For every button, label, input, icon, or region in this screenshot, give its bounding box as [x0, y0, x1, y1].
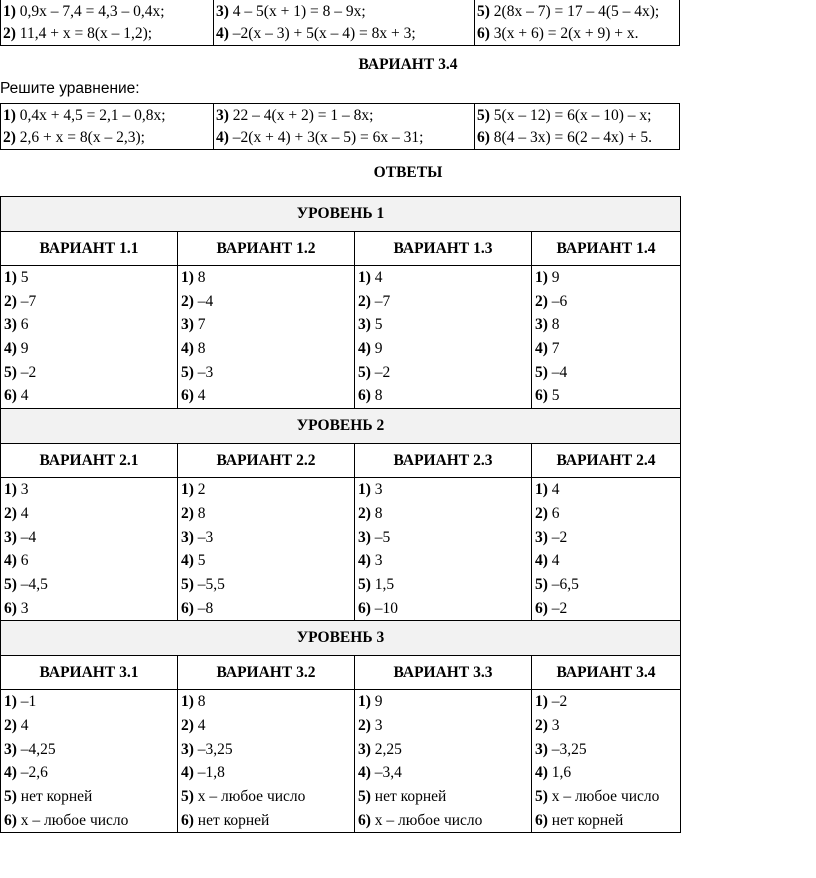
answer-item [535, 738, 677, 762]
answer-value: –3,4 [374, 764, 402, 782]
answer-number: 5) [535, 575, 548, 593]
answer-value: –8 [197, 599, 214, 617]
answer-number: 5) [358, 575, 371, 593]
answer-number: 5) [181, 788, 194, 805]
answer-value: 8 [374, 504, 383, 522]
answer-value: 7 [197, 316, 206, 334]
answer-item [358, 809, 528, 833]
answer-value: –2 [20, 363, 37, 381]
answer-item [535, 785, 677, 809]
level-header: УРОВЕНЬ 1 [1, 197, 681, 232]
variant-header: ВАРИАНТ 3.2 [178, 656, 355, 690]
variant-header: ВАРИАНТ 2.2 [178, 444, 355, 478]
answer-value: 7 [551, 340, 560, 358]
answer-number: 2) [358, 716, 371, 734]
previous-variant-equations [0, 0, 680, 46]
answer-number: 5) [181, 363, 194, 381]
answer-item [535, 290, 677, 314]
answer-value: нет корней [197, 811, 270, 829]
answer-value: 3 [20, 481, 29, 499]
answer-value: 3 [20, 599, 29, 617]
answer-value: 1,6 [551, 764, 572, 782]
answer-number: 2) [4, 716, 17, 734]
answer-item [358, 761, 528, 785]
answer-item [4, 597, 174, 621]
answer-item [4, 337, 174, 361]
answer-number: 6) [535, 811, 548, 829]
answer-number: 4) [535, 764, 548, 782]
answer-list [532, 478, 681, 621]
answer-item [358, 785, 528, 809]
answer-number: 4) [4, 552, 17, 570]
answer-list [355, 266, 532, 409]
answer-list [355, 690, 532, 833]
answer-number: 5) [4, 575, 17, 593]
answer-value: 5 [20, 269, 29, 286]
answer-item [535, 761, 677, 785]
instruction-text: Решите уравнение: [0, 80, 140, 97]
answer-item [181, 502, 351, 526]
answer-item [358, 502, 528, 526]
answer-value: 2,25 [374, 740, 402, 758]
answer-value: 5 [551, 387, 560, 405]
answer-number: 1) [181, 693, 194, 711]
equation-item: 2) 11,4 + x = 8(x – 1,2); [3, 25, 153, 42]
answer-number: 4) [181, 764, 194, 782]
answer-number: 1) [181, 481, 194, 499]
answer-value: –4 [197, 292, 214, 310]
answer-item [181, 690, 351, 714]
variant-header: ВАРИАНТ 1.3 [355, 232, 532, 266]
answer-item [4, 361, 174, 385]
answer-item [181, 266, 351, 290]
answer-item [358, 549, 528, 573]
equation-item: 5) 2(8x – 7) = 17 – 4(5 – 4x); [477, 3, 660, 20]
answer-value: 9 [374, 340, 383, 358]
answer-value: x – любое число [20, 811, 129, 829]
answer-number: 5) [535, 363, 548, 381]
answer-value: –2 [551, 693, 568, 711]
answer-number: 4) [358, 764, 371, 782]
answer-number: 1) [4, 269, 17, 286]
answer-value: –4,25 [20, 740, 56, 758]
answer-value: x – любое число [197, 788, 306, 805]
answer-item [358, 573, 528, 597]
answer-item [358, 290, 528, 314]
answer-value: 4 [20, 504, 29, 522]
variant-header: ВАРИАНТ 1.4 [532, 232, 681, 266]
answer-value: –6 [551, 292, 568, 310]
answer-number: 6) [4, 599, 17, 617]
answer-number: 2) [535, 292, 548, 310]
answer-value: 4 [551, 552, 560, 570]
equation-item: 3) 4 – 5(x + 1) = 8 – 9x; [216, 3, 366, 20]
answer-item [4, 714, 174, 738]
answer-value: 9 [374, 693, 383, 711]
variant-title: ВАРИАНТ 3.4 [358, 56, 458, 73]
answer-value: –3 [197, 363, 214, 381]
answer-item [181, 597, 351, 621]
answer-value: –3 [197, 528, 214, 546]
answer-value: нет корней [551, 811, 624, 829]
answer-number: 5) [358, 363, 371, 381]
answer-value: –2,6 [20, 764, 48, 782]
answer-number: 2) [358, 292, 371, 310]
answer-number: 6) [358, 599, 371, 617]
answer-item [535, 478, 677, 502]
answer-value: –4 [551, 363, 568, 381]
answer-number: 5) [4, 788, 17, 805]
answer-number: 6) [535, 599, 548, 617]
answer-value: 6 [551, 504, 560, 522]
answer-value: –7 [20, 292, 37, 310]
answer-number: 2) [181, 716, 194, 734]
answer-value: 5 [374, 316, 383, 334]
answer-number: 1) [358, 269, 371, 286]
answer-number: 3) [4, 528, 17, 546]
answer-number: 3) [535, 740, 548, 758]
answer-value: 8 [197, 693, 206, 711]
answer-value: 2 [197, 481, 206, 499]
answer-item [358, 361, 528, 385]
answer-number: 1) [535, 481, 548, 499]
answer-value: –4 [20, 528, 37, 546]
answer-list [1, 690, 178, 833]
answer-item [358, 478, 528, 502]
equation-item: 3) 22 – 4(x + 2) = 1 – 8x; [216, 107, 374, 124]
answer-value: –3,25 [551, 740, 587, 758]
equation-item: 6) 8(4 – 3x) = 6(2 – 4x) + 5. [477, 129, 653, 146]
answer-number: 3) [358, 528, 371, 546]
equation-item: 2) 2,6 + x = 8(x – 2,3); [3, 129, 145, 146]
answer-number: 2) [535, 716, 548, 734]
answer-value: –4,5 [20, 575, 48, 593]
answer-value: –10 [374, 599, 399, 617]
answer-list [178, 478, 355, 621]
equation-item: 1) 0,9x – 7,4 = 4,3 – 0,4x; [3, 3, 165, 20]
answer-value: 8 [197, 504, 206, 522]
answer-number: 4) [4, 340, 17, 358]
variant-header: ВАРИАНТ 1.2 [178, 232, 355, 266]
answer-item [535, 361, 677, 385]
answer-number: 2) [4, 292, 17, 310]
equation-item: 4) –2(x + 4) + 3(x – 5) = 6x – 31; [216, 129, 424, 146]
answer-item [4, 785, 174, 809]
answer-number: 2) [181, 504, 194, 522]
answer-item [4, 502, 174, 526]
answer-number: 3) [4, 316, 17, 334]
answer-list [532, 690, 681, 833]
answer-item [4, 761, 174, 785]
answer-list [355, 478, 532, 621]
answer-item [358, 526, 528, 550]
answer-value: нет корней [374, 788, 447, 805]
variant-header: ВАРИАНТ 2.1 [1, 444, 178, 478]
answer-item [535, 313, 677, 337]
equation-column-2 [214, 104, 475, 150]
answer-value: 4 [20, 387, 29, 405]
answer-value: 1,5 [374, 575, 395, 593]
answer-item [4, 478, 174, 502]
answer-value: 3 [374, 716, 383, 734]
answer-item [4, 290, 174, 314]
answer-value: 8 [197, 340, 206, 358]
equation-item: 5) 5(x – 12) = 6(x – 10) – x; [477, 107, 652, 124]
answer-item [358, 690, 528, 714]
answer-number: 6) [181, 387, 194, 405]
answer-list [178, 266, 355, 409]
answer-value: 8 [551, 316, 560, 334]
answer-value: 9 [551, 269, 560, 286]
answer-value: –7 [374, 292, 391, 310]
answer-number: 5) [358, 788, 371, 805]
answer-value: –3,25 [197, 740, 233, 758]
answer-number: 2) [4, 504, 17, 522]
answer-item [4, 573, 174, 597]
answer-number: 1) [358, 481, 371, 499]
answer-value: 6 [20, 552, 29, 570]
answer-number: 1) [535, 269, 548, 286]
variant-header: ВАРИАНТ 2.3 [355, 444, 532, 478]
answer-item [4, 738, 174, 762]
answer-number: 2) [535, 504, 548, 522]
level-header: УРОВЕНЬ 3 [1, 621, 681, 656]
answer-number: 3) [181, 316, 194, 334]
answer-value: –2 [374, 363, 391, 381]
answer-list [1, 478, 178, 621]
answer-item [535, 573, 677, 597]
answer-list [532, 266, 681, 409]
variant-header: ВАРИАНТ 3.4 [532, 656, 681, 690]
answer-value: 9 [20, 340, 29, 358]
answer-number: 2) [181, 292, 194, 310]
answer-number: 6) [4, 387, 17, 405]
answer-number: 4) [535, 552, 548, 570]
answers-table [0, 196, 681, 833]
answer-item [4, 384, 174, 408]
answer-number: 4) [181, 552, 194, 570]
answer-item [358, 597, 528, 621]
answer-value: 4 [197, 716, 206, 734]
answer-item [535, 266, 677, 290]
answer-item [535, 526, 677, 550]
answer-number: 4) [181, 340, 194, 358]
answer-item [358, 384, 528, 408]
variant-header: ВАРИАНТ 3.3 [355, 656, 532, 690]
answer-item [181, 573, 351, 597]
answer-item [181, 478, 351, 502]
answer-item [358, 313, 528, 337]
answer-number: 3) [358, 316, 371, 334]
answer-item [181, 290, 351, 314]
answer-value: –5 [374, 528, 391, 546]
answer-number: 6) [535, 387, 548, 405]
answer-item [181, 361, 351, 385]
answer-value: –2 [551, 599, 568, 617]
equation-column-1 [1, 0, 214, 46]
equation-item: 1) 0,4x + 4,5 = 2,1 – 0,8x; [3, 107, 166, 124]
answer-item [181, 313, 351, 337]
answer-item [535, 502, 677, 526]
answer-item [358, 714, 528, 738]
answer-value: 4 [197, 387, 206, 405]
answer-number: 6) [358, 811, 371, 829]
answer-number: 3) [181, 528, 194, 546]
answer-value: 8 [197, 269, 206, 286]
answer-item [4, 266, 174, 290]
variant-equations [0, 103, 680, 150]
answer-number: 3) [4, 740, 17, 758]
answer-value: 3 [551, 716, 560, 734]
answer-item [358, 738, 528, 762]
answer-item [535, 549, 677, 573]
answer-item [4, 690, 174, 714]
answer-number: 1) [358, 693, 371, 711]
answer-number: 5) [535, 788, 548, 805]
answer-value: 4 [20, 716, 29, 734]
equation-item: 6) 3(x + 6) = 2(x + 9) + x. [477, 25, 639, 42]
answer-number: 6) [358, 387, 371, 405]
equation-column-2 [214, 0, 475, 46]
answer-item [535, 597, 677, 621]
answer-value: x – любое число [374, 811, 483, 829]
answer-value: –6,5 [551, 575, 579, 593]
equation-column-1 [1, 104, 214, 150]
answers-title: ОТВЕТЫ [373, 164, 443, 181]
answer-list [178, 690, 355, 833]
answer-item [181, 738, 351, 762]
answer-number: 6) [181, 599, 194, 617]
answer-number: 4) [358, 552, 371, 570]
answer-number: 2) [358, 504, 371, 522]
answer-item [181, 714, 351, 738]
answer-value: 8 [374, 387, 383, 405]
answer-number: 4) [358, 340, 371, 358]
answer-item [4, 313, 174, 337]
answer-number: 1) [535, 693, 548, 711]
answer-item [535, 690, 677, 714]
answer-value: –5,5 [197, 575, 225, 593]
answer-item [181, 809, 351, 833]
answer-item [181, 526, 351, 550]
answer-item [535, 809, 677, 833]
answer-value: x – любое число [551, 788, 660, 805]
answer-number: 1) [4, 693, 17, 711]
answer-value: нет корней [20, 788, 93, 805]
equation-column-3 [475, 0, 680, 46]
answer-number: 5) [4, 363, 17, 381]
answer-value: –2 [551, 528, 568, 546]
variant-header: ВАРИАНТ 1.1 [1, 232, 178, 266]
answer-item [358, 337, 528, 361]
equation-column-3 [475, 104, 680, 150]
answer-number: 3) [181, 740, 194, 758]
answer-item [4, 549, 174, 573]
answer-number: 6) [4, 811, 17, 829]
answer-value: 3 [374, 481, 383, 499]
answer-item [535, 714, 677, 738]
answer-value: 3 [374, 552, 383, 570]
answer-item [535, 337, 677, 361]
answer-number: 5) [181, 575, 194, 593]
answer-item [181, 384, 351, 408]
answer-item [535, 384, 677, 408]
answer-number: 3) [358, 740, 371, 758]
answer-list [1, 266, 178, 409]
answer-number: 3) [535, 528, 548, 546]
answer-item [181, 337, 351, 361]
answer-number: 1) [181, 269, 194, 286]
answer-value: 5 [197, 552, 206, 570]
variant-header: ВАРИАНТ 2.4 [532, 444, 681, 478]
equation-item: 4) –2(x – 3) + 5(x – 4) = 8x + 3; [216, 25, 416, 42]
answer-item [181, 761, 351, 785]
answer-number: 3) [535, 316, 548, 334]
answer-value: 4 [374, 269, 383, 286]
answer-item [4, 809, 174, 833]
answer-number: 1) [4, 481, 17, 499]
answer-value: 4 [551, 481, 560, 499]
answer-number: 6) [181, 811, 194, 829]
answer-number: 4) [535, 340, 548, 358]
level-header: УРОВЕНЬ 2 [1, 409, 681, 444]
answer-item [4, 526, 174, 550]
answer-item [181, 549, 351, 573]
answer-number: 4) [4, 764, 17, 782]
answer-value: 6 [20, 316, 29, 334]
variant-header: ВАРИАНТ 3.1 [1, 656, 178, 690]
answer-item [181, 785, 351, 809]
answer-item [358, 266, 528, 290]
answer-value: –1 [20, 693, 37, 711]
answer-value: –1,8 [197, 764, 225, 782]
